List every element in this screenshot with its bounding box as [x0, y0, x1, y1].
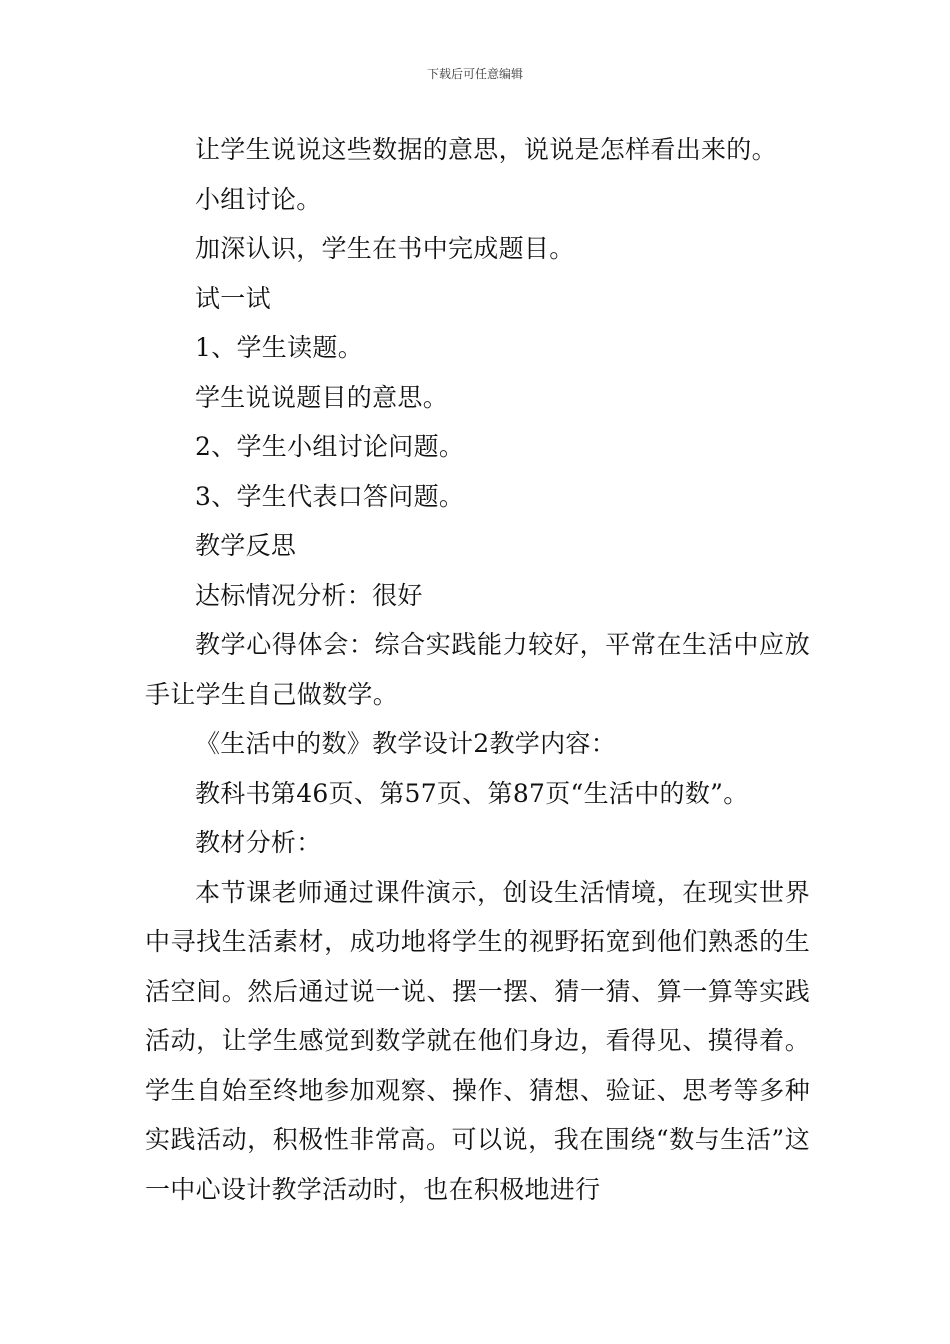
paragraph: 1、学生读题。 [195, 333, 364, 362]
paragraph: 让学生说说这些数据的意思，说说是怎样看出来的。 [195, 135, 777, 164]
paragraph: 2、学生小组讨论问题。 [195, 432, 465, 461]
section-heading: 试一试 [195, 283, 271, 313]
paragraph: 教学心得体会：综合实践能力较好，平常在生活中应放手让学生自己做数学。 [145, 630, 810, 709]
section-heading: 教材分析： [195, 828, 322, 857]
document-body [145, 125, 810, 1214]
paragraph: 3、学生代表口答问题。 [195, 481, 465, 511]
paragraph: 本节课老师通过课件演示，创设生活情境，在现实世界中寻找生活素材，成功地将学生的视野拓宽到他们熟悉的生活空间。然后通过说一说、摆一摆、猜一猜、算一算等实践活动，让学生感觉到数学就在他们身边，看得见、摸得着。学生自始至终地参加观察、操作、猜想、验证、思考等多种实践活动，积极性非常高。可以说，我在围绕“数与生活”这一中心设计教学活动时，也在积极地进行 [145, 877, 810, 1204]
paragraph: 加深认识，学生在书中完成题目。 [195, 234, 575, 263]
paragraph: 教科书第46页、第57页、第87页“生活中的数”。 [195, 778, 749, 808]
paragraph: 达标情况分析：很好 [195, 580, 423, 610]
paragraph: 《生活中的数》教学设计2教学内容： [195, 729, 617, 758]
paragraph: 学生说说题目的意思。 [195, 382, 449, 412]
page-header: 下载后可任意编辑 [426, 67, 523, 81]
paragraph: 小组讨论。 [195, 184, 322, 214]
section-heading: 教学反思 [195, 531, 297, 560]
